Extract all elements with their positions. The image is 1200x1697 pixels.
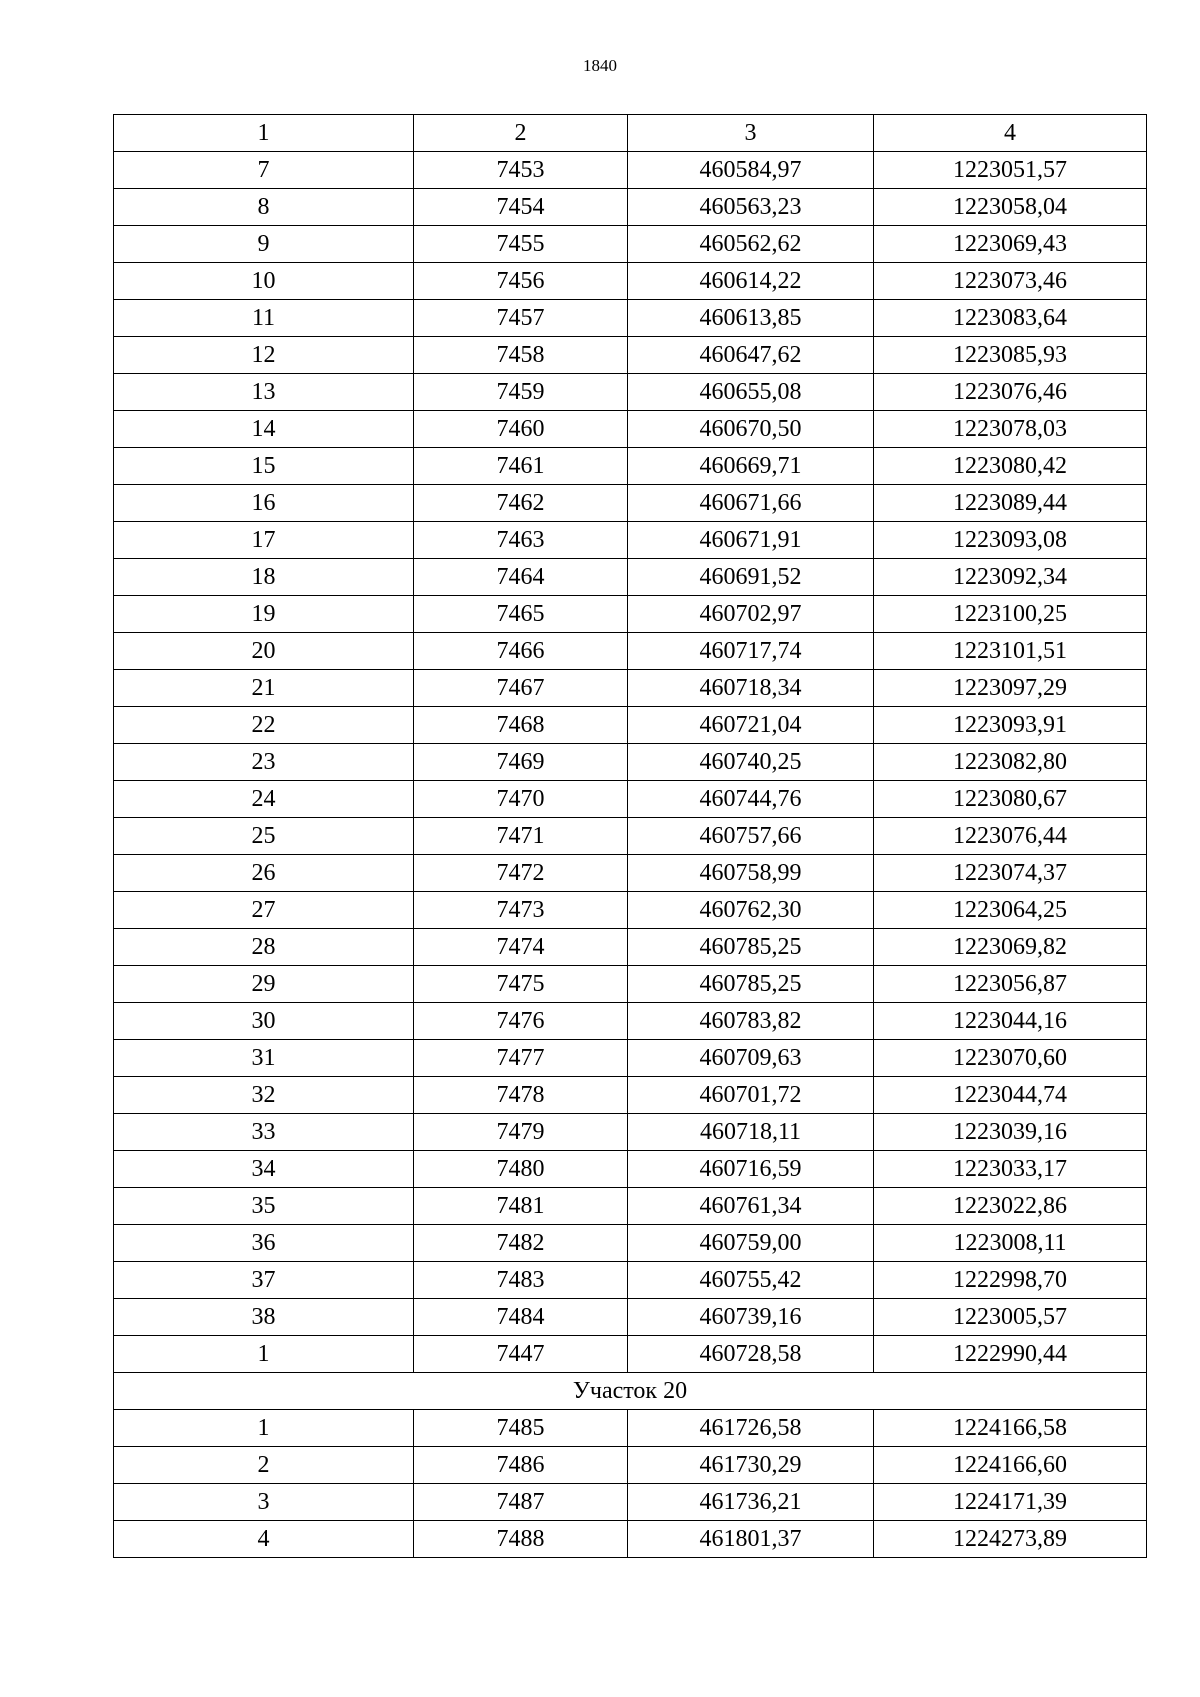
table-row (114, 152, 1147, 189)
point-id-cell: 7459 (414, 374, 628, 411)
point-number-cell: 27 (114, 892, 414, 929)
table-row (114, 1151, 1147, 1188)
section-row (114, 1373, 1147, 1410)
x-coordinate-cell: 460717,74 (628, 633, 874, 670)
y-coordinate-cell: 1222998,70 (874, 1262, 1147, 1299)
y-coordinate-cell: 1223080,42 (874, 448, 1147, 485)
x-coordinate-cell: 460584,97 (628, 152, 874, 189)
table-row (114, 522, 1147, 559)
point-number-cell: 23 (114, 744, 414, 781)
point-id-cell: 7469 (414, 744, 628, 781)
x-coordinate-cell: 460721,04 (628, 707, 874, 744)
x-coordinate-cell: 460739,16 (628, 1299, 874, 1336)
point-id-cell: 7478 (414, 1077, 628, 1114)
x-coordinate-cell: 460613,85 (628, 300, 874, 337)
x-coordinate-cell: 460785,25 (628, 966, 874, 1003)
table-row (114, 411, 1147, 448)
table-row (114, 633, 1147, 670)
table-row (114, 189, 1147, 226)
x-coordinate-cell: 460563,23 (628, 189, 874, 226)
y-coordinate-cell: 1223101,51 (874, 633, 1147, 670)
point-id-cell: 7460 (414, 411, 628, 448)
point-number-cell: 33 (114, 1114, 414, 1151)
table-row (114, 1003, 1147, 1040)
y-coordinate-cell: 1223076,44 (874, 818, 1147, 855)
point-number-cell: 21 (114, 670, 414, 707)
point-number-cell: 28 (114, 929, 414, 966)
x-coordinate-cell: 460709,63 (628, 1040, 874, 1077)
point-id-cell: 7461 (414, 448, 628, 485)
x-coordinate-cell: 460701,72 (628, 1077, 874, 1114)
point-number-cell: 25 (114, 818, 414, 855)
point-id-cell: 7457 (414, 300, 628, 337)
point-number-cell: 13 (114, 374, 414, 411)
y-coordinate-cell: 1223022,86 (874, 1188, 1147, 1225)
point-id-cell: 7482 (414, 1225, 628, 1262)
point-number-cell: 7 (114, 152, 414, 189)
table-row (114, 1484, 1147, 1521)
y-coordinate-cell: 1223070,60 (874, 1040, 1147, 1077)
point-number-cell: 29 (114, 966, 414, 1003)
table-row (114, 818, 1147, 855)
point-number-cell: 12 (114, 337, 414, 374)
table-row (114, 707, 1147, 744)
point-id-cell: 7487 (414, 1484, 628, 1521)
y-coordinate-cell: 1223100,25 (874, 596, 1147, 633)
point-id-cell: 7486 (414, 1447, 628, 1484)
y-coordinate-cell: 1223092,34 (874, 559, 1147, 596)
y-coordinate-cell: 1223051,57 (874, 152, 1147, 189)
y-coordinate-cell: 1223089,44 (874, 485, 1147, 522)
y-coordinate-cell: 1223074,37 (874, 855, 1147, 892)
point-number-cell: 37 (114, 1262, 414, 1299)
point-id-cell: 7466 (414, 633, 628, 670)
point-id-cell: 7485 (414, 1410, 628, 1447)
point-id-cell: 7473 (414, 892, 628, 929)
point-id-cell: 7481 (414, 1188, 628, 1225)
y-coordinate-cell: 1223082,80 (874, 744, 1147, 781)
x-coordinate-cell: 460716,59 (628, 1151, 874, 1188)
x-coordinate-cell: 460783,82 (628, 1003, 874, 1040)
table-row (114, 855, 1147, 892)
point-id-cell: 7475 (414, 966, 628, 1003)
point-number-cell: 11 (114, 300, 414, 337)
y-coordinate-cell: 1223008,11 (874, 1225, 1147, 1262)
y-coordinate-cell: 1223093,91 (874, 707, 1147, 744)
point-id-cell: 7470 (414, 781, 628, 818)
y-coordinate-cell: 1223073,46 (874, 263, 1147, 300)
x-coordinate-cell: 460759,00 (628, 1225, 874, 1262)
table-row (114, 559, 1147, 596)
table-row (114, 1225, 1147, 1262)
point-number-cell: 26 (114, 855, 414, 892)
point-id-cell: 7474 (414, 929, 628, 966)
point-id-cell: 7467 (414, 670, 628, 707)
x-coordinate-cell: 460761,34 (628, 1188, 874, 1225)
table-row (114, 596, 1147, 633)
x-coordinate-cell: 460655,08 (628, 374, 874, 411)
table-row (114, 1188, 1147, 1225)
table-row (114, 374, 1147, 411)
x-coordinate-cell: 461726,58 (628, 1410, 874, 1447)
table-row (114, 929, 1147, 966)
page-number: 1840 (583, 56, 617, 75)
point-number-cell: 9 (114, 226, 414, 263)
x-coordinate-cell: 460755,42 (628, 1262, 874, 1299)
point-number-cell: 14 (114, 411, 414, 448)
point-id-cell: 7480 (414, 1151, 628, 1188)
y-coordinate-cell: 1223058,04 (874, 189, 1147, 226)
table-row (114, 966, 1147, 1003)
point-id-cell: 7483 (414, 1262, 628, 1299)
y-coordinate-cell: 1223083,64 (874, 300, 1147, 337)
y-coordinate-cell: 1223097,29 (874, 670, 1147, 707)
point-number-cell: 34 (114, 1151, 414, 1188)
point-id-cell: 7464 (414, 559, 628, 596)
x-coordinate-cell: 460691,52 (628, 559, 874, 596)
table-row (114, 448, 1147, 485)
column-number-cell: 2 (414, 115, 628, 152)
x-coordinate-cell: 460728,58 (628, 1336, 874, 1373)
point-number-cell: 1 (114, 1410, 414, 1447)
point-number-cell: 36 (114, 1225, 414, 1262)
point-number-cell: 30 (114, 1003, 414, 1040)
column-number-cell: 4 (874, 115, 1147, 152)
x-coordinate-cell: 460757,66 (628, 818, 874, 855)
table-row (114, 781, 1147, 818)
point-id-cell: 7454 (414, 189, 628, 226)
point-number-cell: 38 (114, 1299, 414, 1336)
column-number-cell: 1 (114, 115, 414, 152)
x-coordinate-cell: 460718,34 (628, 670, 874, 707)
point-number-cell: 19 (114, 596, 414, 633)
x-coordinate-cell: 460671,66 (628, 485, 874, 522)
y-coordinate-cell: 1223064,25 (874, 892, 1147, 929)
point-id-cell: 7456 (414, 263, 628, 300)
x-coordinate-cell: 460614,22 (628, 263, 874, 300)
point-number-cell: 4 (114, 1521, 414, 1558)
table-row (114, 1447, 1147, 1484)
x-coordinate-cell: 460702,97 (628, 596, 874, 633)
point-id-cell: 7458 (414, 337, 628, 374)
point-id-cell: 7488 (414, 1521, 628, 1558)
y-coordinate-cell: 1223076,46 (874, 374, 1147, 411)
table-row (114, 1114, 1147, 1151)
point-number-cell: 10 (114, 263, 414, 300)
x-coordinate-cell: 460670,50 (628, 411, 874, 448)
point-id-cell: 7447 (414, 1336, 628, 1373)
table-row (114, 1262, 1147, 1299)
point-number-cell: 22 (114, 707, 414, 744)
point-number-cell: 20 (114, 633, 414, 670)
y-coordinate-cell: 1223078,03 (874, 411, 1147, 448)
point-id-cell: 7477 (414, 1040, 628, 1077)
point-number-cell: 1 (114, 1336, 414, 1373)
y-coordinate-cell: 1223069,82 (874, 929, 1147, 966)
y-coordinate-cell: 1224166,60 (874, 1447, 1147, 1484)
table-row (114, 485, 1147, 522)
point-id-cell: 7476 (414, 1003, 628, 1040)
x-coordinate-cell: 460718,11 (628, 1114, 874, 1151)
point-number-cell: 17 (114, 522, 414, 559)
x-coordinate-cell: 460562,62 (628, 226, 874, 263)
y-coordinate-cell: 1222990,44 (874, 1336, 1147, 1373)
column-number-row (114, 115, 1147, 152)
point-number-cell: 24 (114, 781, 414, 818)
point-number-cell: 16 (114, 485, 414, 522)
y-coordinate-cell: 1223080,67 (874, 781, 1147, 818)
point-id-cell: 7471 (414, 818, 628, 855)
x-coordinate-cell: 460669,71 (628, 448, 874, 485)
point-id-cell: 7468 (414, 707, 628, 744)
y-coordinate-cell: 1223093,08 (874, 522, 1147, 559)
table-row (114, 892, 1147, 929)
point-id-cell: 7463 (414, 522, 628, 559)
y-coordinate-cell: 1224171,39 (874, 1484, 1147, 1521)
table-row (114, 1040, 1147, 1077)
table-row (114, 263, 1147, 300)
point-id-cell: 7462 (414, 485, 628, 522)
point-number-cell: 35 (114, 1188, 414, 1225)
x-coordinate-cell: 460647,62 (628, 337, 874, 374)
point-number-cell: 15 (114, 448, 414, 485)
x-coordinate-cell: 460744,76 (628, 781, 874, 818)
point-id-cell: 7484 (414, 1299, 628, 1336)
y-coordinate-cell: 1224166,58 (874, 1410, 1147, 1447)
table-row (114, 744, 1147, 781)
point-id-cell: 7455 (414, 226, 628, 263)
table-row (114, 337, 1147, 374)
x-coordinate-cell: 460762,30 (628, 892, 874, 929)
x-coordinate-cell: 461736,21 (628, 1484, 874, 1521)
y-coordinate-cell: 1223069,43 (874, 226, 1147, 263)
x-coordinate-cell: 460758,99 (628, 855, 874, 892)
table-row (114, 1410, 1147, 1447)
coordinates-table (113, 114, 1147, 1558)
y-coordinate-cell: 1223005,57 (874, 1299, 1147, 1336)
point-number-cell: 18 (114, 559, 414, 596)
x-coordinate-cell: 460671,91 (628, 522, 874, 559)
y-coordinate-cell: 1223044,74 (874, 1077, 1147, 1114)
point-number-cell: 8 (114, 189, 414, 226)
y-coordinate-cell: 1223085,93 (874, 337, 1147, 374)
point-number-cell: 2 (114, 1447, 414, 1484)
table-row (114, 1077, 1147, 1114)
point-number-cell: 3 (114, 1484, 414, 1521)
table-row (114, 1336, 1147, 1373)
point-id-cell: 7472 (414, 855, 628, 892)
x-coordinate-cell: 460785,25 (628, 929, 874, 966)
y-coordinate-cell: 1223033,17 (874, 1151, 1147, 1188)
x-coordinate-cell: 461801,37 (628, 1521, 874, 1558)
table-row (114, 1521, 1147, 1558)
y-coordinate-cell: 1223044,16 (874, 1003, 1147, 1040)
point-number-cell: 32 (114, 1077, 414, 1114)
point-id-cell: 7465 (414, 596, 628, 633)
table-row (114, 1299, 1147, 1336)
table-row (114, 670, 1147, 707)
y-coordinate-cell: 1224273,89 (874, 1521, 1147, 1558)
table-row (114, 300, 1147, 337)
point-id-cell: 7479 (414, 1114, 628, 1151)
y-coordinate-cell: 1223039,16 (874, 1114, 1147, 1151)
x-coordinate-cell: 461730,29 (628, 1447, 874, 1484)
y-coordinate-cell: 1223056,87 (874, 966, 1147, 1003)
point-number-cell: 31 (114, 1040, 414, 1077)
table-body (114, 115, 1147, 1558)
point-id-cell: 7453 (414, 152, 628, 189)
table-row (114, 226, 1147, 263)
x-coordinate-cell: 460740,25 (628, 744, 874, 781)
section-title: Участок 20 (114, 1373, 1147, 1410)
column-number-cell: 3 (628, 115, 874, 152)
